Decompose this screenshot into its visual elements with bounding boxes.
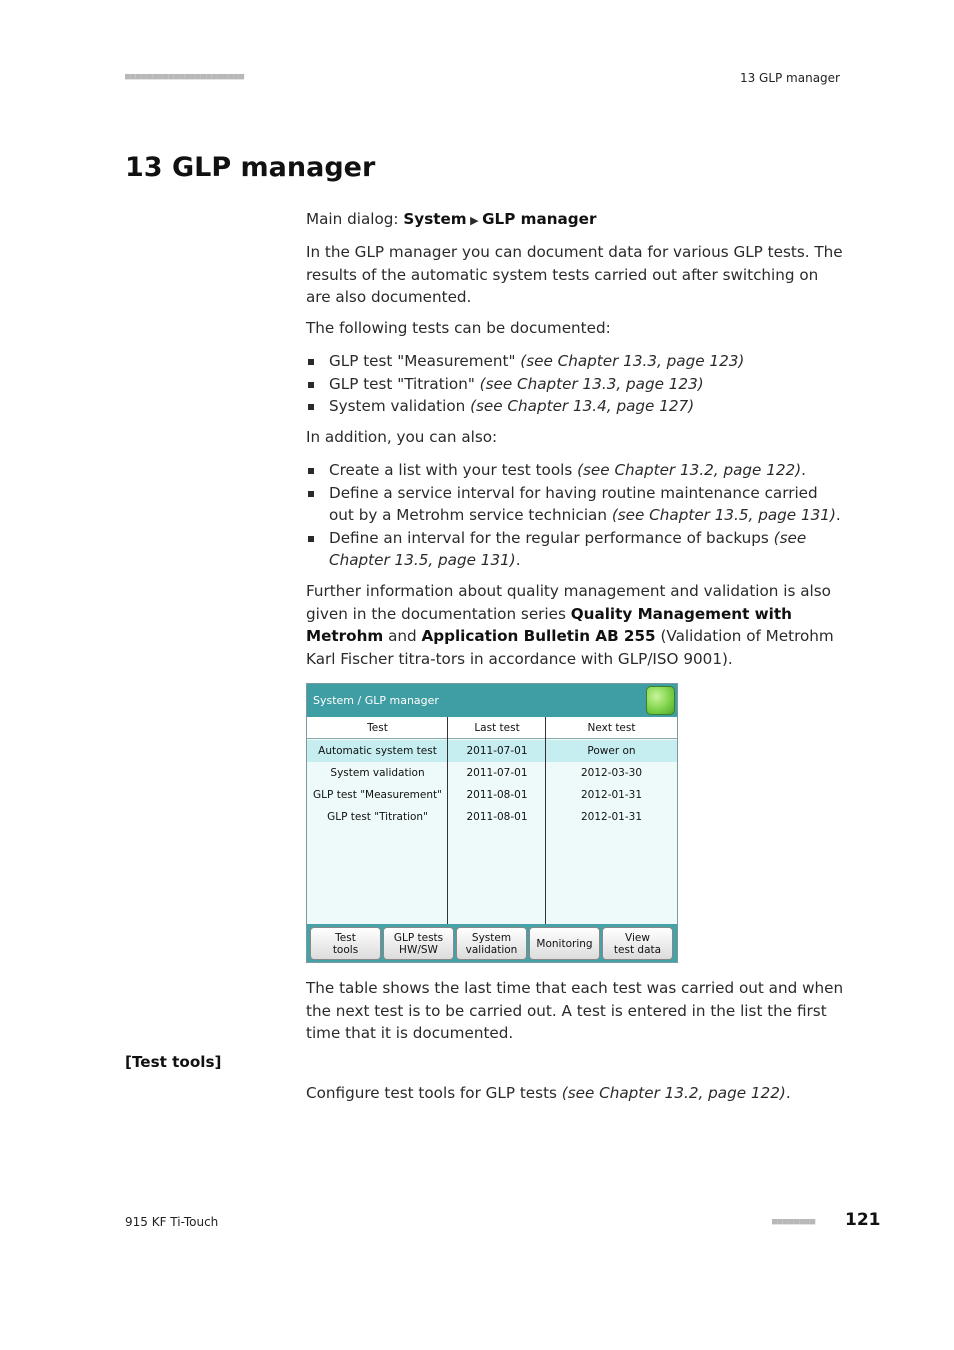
page-title: 13 GLP manager [125, 152, 376, 183]
list-item: System validation (see Chapter 13.4, page 127) [306, 395, 844, 418]
header-decoration: ■■■■■■■■■■■■■■■■■■■■■■ [125, 72, 245, 82]
list-item: Create a list with your test tools (see Chapter 13.2, page 122). [306, 459, 844, 482]
home-button[interactable] [646, 686, 675, 715]
table-row[interactable]: GLP test "Titration" 2011-08-01 2012-01-31 [327, 811, 643, 823]
test-tools-description: Configure test tools for GLP tests (see Chapter 13.2, page 122). [306, 1084, 791, 1102]
tests-list [306, 350, 844, 418]
list-item: GLP test "Measurement" (see Chapter 13.3, page 123) [306, 350, 844, 373]
list-item: Define a service interval for having routine maintenance carried out by a Metrohm service technician (see Chapter 13.5, page 131). [306, 482, 844, 527]
column-header-last-test: Last test [474, 722, 520, 734]
column-divider [545, 717, 546, 924]
list-item: Define an interval for the regular performance of backups (see Chapter 13.5, page 131). [306, 527, 844, 572]
path-glp-manager: GLP manager [482, 210, 597, 228]
table-header [307, 717, 677, 739]
monitoring-button[interactable]: Monitoring [529, 927, 600, 960]
screen-title: System / GLP manager [307, 684, 677, 717]
system-validation-button[interactable]: System validation [456, 927, 527, 960]
path-system: System [403, 210, 467, 228]
column-header-test: Test [367, 722, 388, 734]
also-list [306, 459, 844, 572]
main-dialog-label: Main dialog: [306, 210, 404, 228]
glp-tests-hw-sw-button[interactable]: GLP tests HW/SW [383, 927, 454, 960]
further-info-paragraph: Further information about quality management and validation is also given in the documentation series Quality Management with Metrohm and Application Bulletin AB 255 (Validation of Metrohm Karl Fischer titra-tors in accordance with GLP/ISO 9001). [306, 582, 834, 668]
list-item: GLP test "Titration" (see Chapter 13.3, page 123) [306, 373, 844, 396]
intro-paragraph: In the GLP manager you can document data for various GLP tests. The results of the automatic system tests carried out after switching on are also documented. [306, 243, 843, 306]
column-divider [447, 717, 448, 924]
main-dialog-path [306, 208, 844, 233]
table-row[interactable]: System validation 2011-07-01 2012-03-30 [330, 767, 643, 779]
page-number: 121 [845, 1210, 881, 1230]
table-row[interactable]: GLP test "Measurement" 2011-08-01 2012-01-31 [313, 789, 643, 801]
running-header: 13 GLP manager [739, 71, 840, 85]
footer-decoration: ■■■■■■■■ [772, 1217, 816, 1227]
footer-product: 915 KF Ti-Touch [125, 1215, 219, 1229]
section-heading-test-tools: [Test tools] [125, 1053, 222, 1071]
table-row[interactable]: Automatic system test 2011-07-01 Power on [307, 740, 677, 762]
glp-test-table [307, 717, 677, 924]
path-arrow: ▶ [466, 214, 483, 227]
view-test-data-button[interactable]: View test data [602, 927, 673, 960]
also-intro: In addition, you can also: [306, 428, 498, 446]
test-tools-button[interactable]: Test tools [310, 927, 381, 960]
screen-button-bar [307, 924, 677, 962]
table-description: The table shows the last time that each test was carried out and when the next test is to be carried out. A test is entered in the list the first time that it is documented. [306, 979, 844, 1042]
column-header-next-test: Next test [587, 722, 636, 734]
tests-intro: The following tests can be documented: [306, 319, 611, 337]
glp-manager-screen [306, 683, 678, 963]
